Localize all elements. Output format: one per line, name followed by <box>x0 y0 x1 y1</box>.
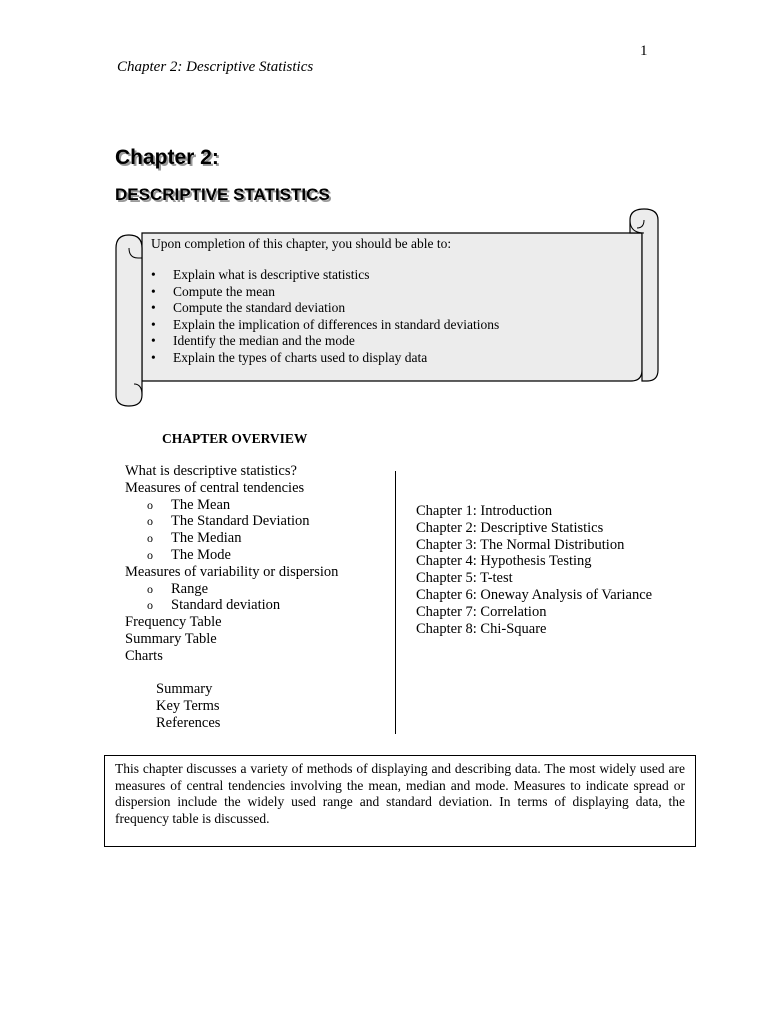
column-divider <box>395 471 396 734</box>
subtopic-item <box>125 530 338 547</box>
summary-text: This chapter discusses a variety of methods of displaying and describing data. The most widely used are measures of central tendencies involving the mean, median and mode. Measures to indicate spread or dispersion include the widely used range and standard deviation. In terms of displaying data, the frequency table is discussed. <box>115 761 685 826</box>
objectives-list <box>151 267 499 366</box>
chapter-item: Chapter 7: Correlation <box>416 603 547 620</box>
summary-box <box>104 755 696 847</box>
subtopic-label: Range <box>171 580 209 597</box>
chapter-item: Chapter 2: Descriptive Statistics <box>416 519 604 536</box>
objective-item: • Explain the types of charts used to display data <box>151 350 499 367</box>
topic-item: Key Terms <box>156 698 220 715</box>
topic-item: References <box>156 714 221 731</box>
chapter-subheading: DESCRIPTIVE STATISTICS <box>115 185 330 204</box>
subtopic-label: Standard deviation <box>171 597 281 614</box>
topic-item: Summary Table <box>125 630 217 647</box>
subtopic-item <box>125 497 338 514</box>
subtopic-item <box>125 581 338 598</box>
subtopic-label: The Median <box>171 530 242 547</box>
chapter-item: Chapter 1: Introduction <box>416 503 553 519</box>
topic-item: Charts <box>125 647 163 664</box>
chapter-item: Chapter 8: Chi-Square <box>416 620 547 637</box>
topic-item: Measures of variability or dispersion <box>125 563 339 580</box>
page-number: 1 <box>640 43 648 59</box>
chapters-list <box>416 503 652 637</box>
chapter-item: Chapter 6: Oneway Analysis of Variance <box>416 586 653 603</box>
objective-item: • Explain what is descriptive statistics <box>151 267 499 284</box>
chapter-heading: Chapter 2: <box>115 146 219 169</box>
chapter-item: Chapter 3: The Normal Distribution <box>416 536 625 553</box>
topic-item: Summary <box>156 681 213 698</box>
sub-bullet: o <box>147 547 153 562</box>
subtopic-item <box>125 597 338 614</box>
subtopic-item <box>125 513 338 530</box>
objective-item: • Identify the median and the mode <box>151 333 499 350</box>
objective-item: • Explain the implication of differences in standard deviations <box>151 317 499 334</box>
sub-bullet: o <box>147 581 153 596</box>
subtopic-label: The Standard Deviation <box>171 513 310 530</box>
running-header: Chapter 2: Descriptive Statistics <box>117 59 314 75</box>
chapter-item: Chapter 4: Hypothesis Testing <box>416 553 592 570</box>
sub-bullet: o <box>147 514 153 529</box>
subtopic-item <box>125 547 338 564</box>
objective-item: • Compute the standard deviation <box>151 300 499 317</box>
sub-bullet: o <box>147 531 153 546</box>
overview-title: CHAPTER OVERVIEW <box>162 431 308 446</box>
sub-bullet: o <box>147 598 153 613</box>
chapter-item: Chapter 5: T-test <box>416 570 513 587</box>
topics-list <box>125 463 338 732</box>
objective-item: • Compute the mean <box>151 284 499 301</box>
subtopic-label: The Mode <box>171 546 231 563</box>
topic-item: What is descriptive statistics? <box>125 463 297 479</box>
objectives-intro: Upon completion of this chapter, you should be able to: <box>151 236 452 251</box>
subtopic-label: The Mean <box>171 496 231 513</box>
topic-item: Frequency Table <box>125 614 222 631</box>
sub-bullet: o <box>147 497 153 512</box>
topic-item: Measures of central tendencies <box>125 479 305 496</box>
